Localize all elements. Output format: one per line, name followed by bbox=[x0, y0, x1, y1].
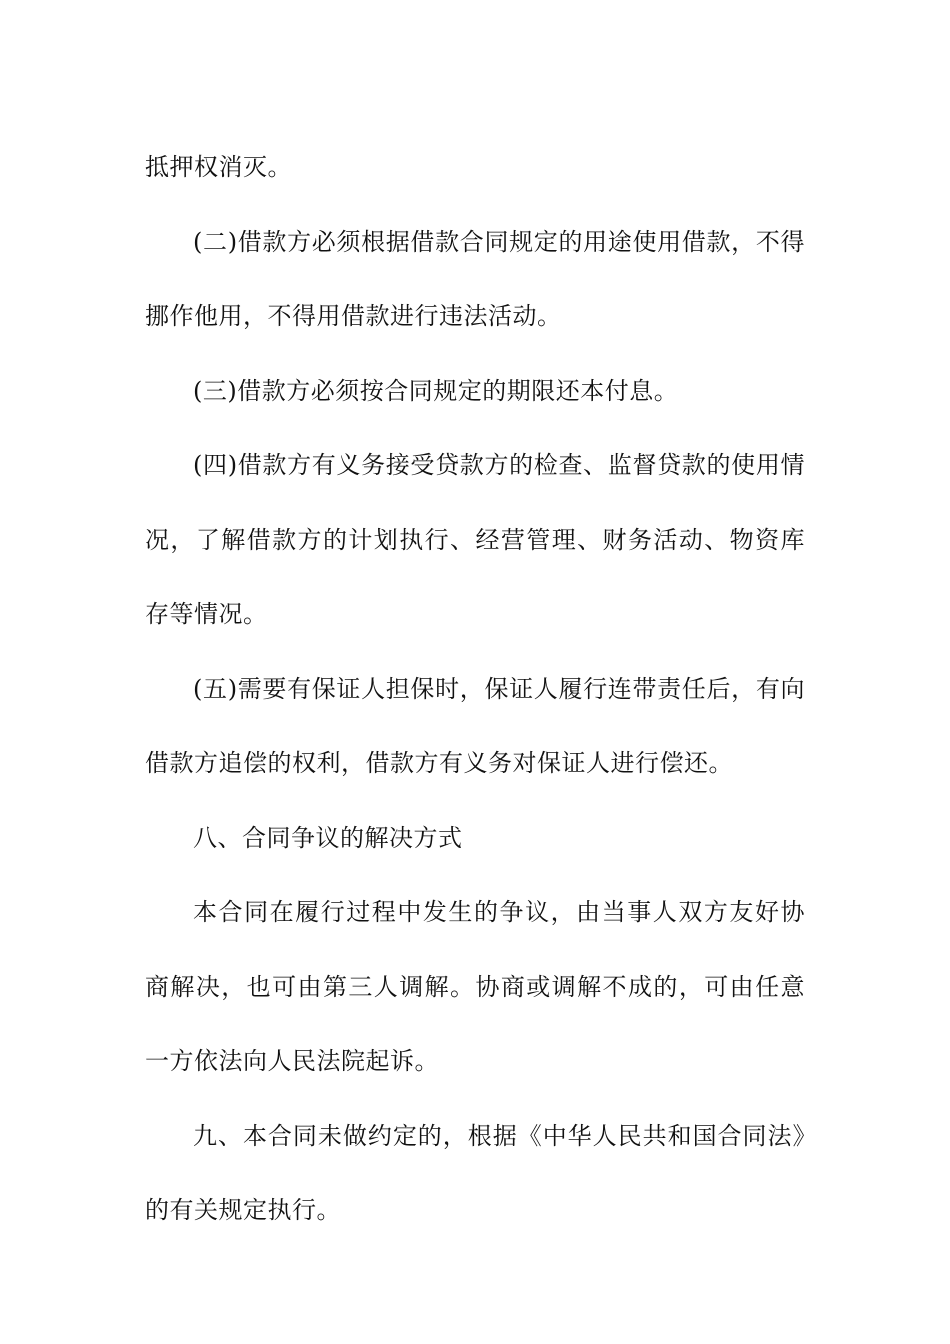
paragraph-mortgage-extinction: 抵押权消灭。 bbox=[145, 153, 292, 181]
paragraph-loan-purpose: (二)借款方必须根据借款合同规定的用途使用借款，不得挪作他用，不得用借款进行违法活动。 bbox=[145, 227, 805, 330]
paragraph-repayment-term: (三)借款方必须按合同规定的期限还本付息。 bbox=[193, 376, 679, 405]
paragraph-governing-law: 九、本合同未做约定的，根据《中华人民共和国合同法》的有关规定执行。 bbox=[145, 1121, 805, 1224]
paragraph-inspection-obligation: (四)借款方有义务接受贷款方的检查、监督贷款的使用情况，了解借款方的计划执行、经营管理、财务活动、物资库存等情况。 bbox=[145, 451, 805, 628]
document-body bbox=[145, 130, 805, 1248]
section-heading-dispute-resolution: 八、合同争议的解决方式 bbox=[193, 823, 463, 852]
paragraph-guarantor-rights: (五)需要有保证人担保时，保证人履行连带责任后，有向借款方追偿的权利，借款方有义务对保证人进行偿还。 bbox=[145, 674, 805, 777]
paragraph-dispute-resolution: 本合同在履行过程中发生的争议，由当事人双方友好协商解决，也可由第三人调解。协商或调解不成的，可由任意一方依法向人民法院起诉。 bbox=[145, 898, 805, 1075]
